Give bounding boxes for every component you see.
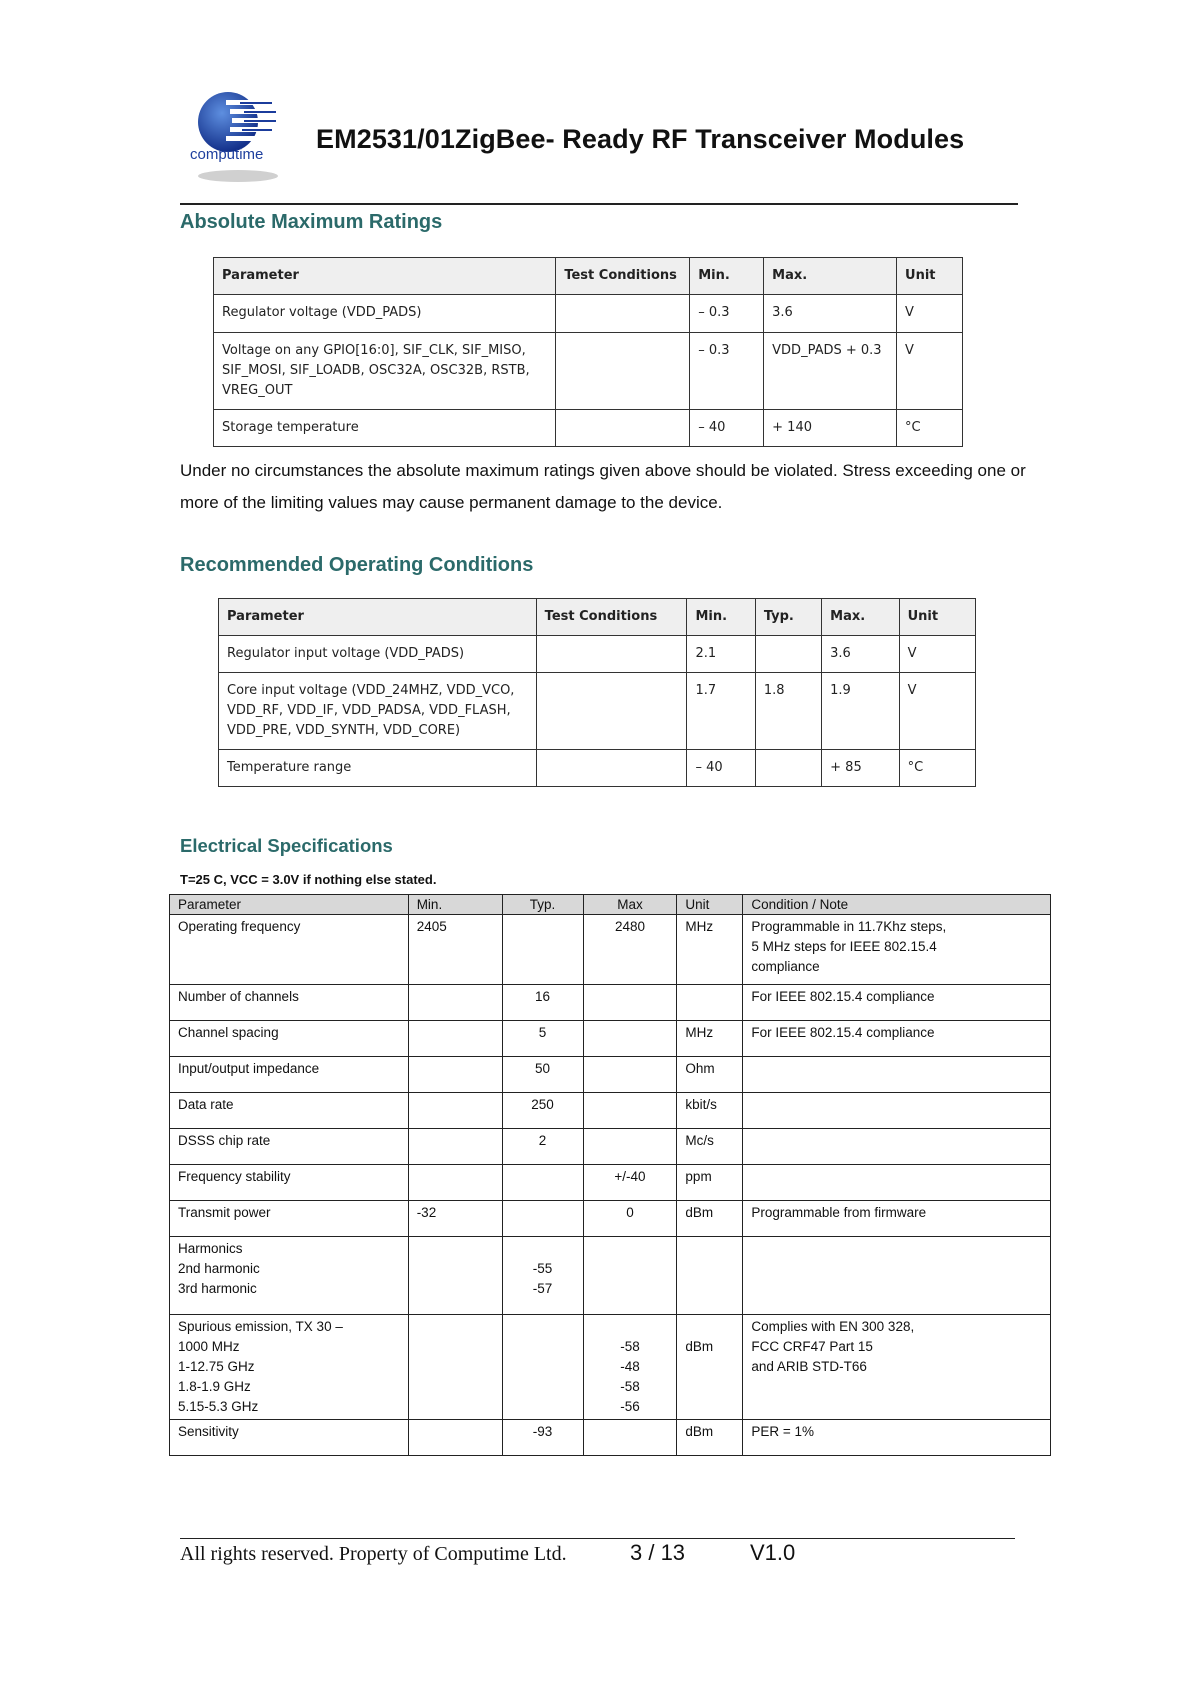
footer-rights: All rights reserved. Property of Computime Ltd. — [180, 1543, 567, 1565]
table-cell: For IEEE 802.15.4 compliance — [743, 985, 1051, 1021]
table-row — [170, 1315, 1051, 1420]
column-header: Parameter — [219, 599, 537, 636]
table-cell: Number of channels — [170, 985, 409, 1021]
table-row — [219, 750, 976, 787]
table-cell: 2 — [502, 1129, 583, 1165]
column-header: Min. — [408, 895, 502, 915]
table-cell: – 40 — [687, 750, 755, 787]
section-heading-absolute-max: Absolute Maximum Ratings — [180, 211, 443, 233]
table-cell: dBm — [677, 1315, 743, 1420]
document-title: EM2531/01ZigBee- Ready RF Transceiver Modules — [316, 124, 965, 154]
table-cell: Operating frequency — [170, 915, 409, 985]
table-cell: 1.7 — [687, 673, 755, 750]
table-cell: Regulator voltage (VDD_PADS) — [214, 295, 556, 333]
table-cell: 2405 — [408, 915, 502, 985]
recommended-conditions-table — [218, 598, 976, 787]
table-cell: V — [897, 333, 963, 410]
table-cell: 250 — [502, 1093, 583, 1129]
column-header: Test Conditions — [536, 599, 687, 636]
table-cell: + 140 — [764, 410, 897, 447]
table-row — [170, 1129, 1051, 1165]
table-cell: -55 -57 — [502, 1237, 583, 1315]
document-version: V1.0 — [750, 1540, 796, 1565]
table-cell: MHz — [677, 915, 743, 985]
table-cell — [408, 1237, 502, 1315]
table-cell: – 0.3 — [690, 295, 764, 333]
table-cell: Complies with EN 300 328, FCC CRF47 Part 15 and ARIB STD-T66 — [743, 1315, 1051, 1420]
table-cell: DSSS chip rate — [170, 1129, 409, 1165]
table-cell — [502, 1201, 583, 1237]
table-cell: Core input voltage (VDD_24MHZ, VDD_VCO, VDD_RF, VDD_IF, VDD_PADSA, VDD_FLASH, VDD_PRE, VDD_SYNTH, VDD_CORE) — [219, 673, 537, 750]
table-cell — [743, 1237, 1051, 1315]
table-cell — [502, 1165, 583, 1201]
table-cell: – 0.3 — [690, 333, 764, 410]
table-row — [214, 295, 963, 333]
section-heading-recommended: Recommended Operating Conditions — [180, 554, 534, 576]
table-cell: kbit/s — [677, 1093, 743, 1129]
logo-text: computime — [190, 146, 264, 163]
table-cell: Sensitivity — [170, 1420, 409, 1456]
table-cell — [583, 1237, 677, 1315]
column-header: Unit — [677, 895, 743, 915]
column-header: Typ. — [755, 599, 821, 636]
table-cell — [583, 1021, 677, 1057]
table-row — [170, 1057, 1051, 1093]
table-cell — [408, 1420, 502, 1456]
electrical-spec-table — [169, 894, 1051, 1456]
table-cell: 2.1 — [687, 636, 755, 673]
table-cell: V — [899, 636, 975, 673]
table-cell: – 40 — [690, 410, 764, 447]
table-cell — [536, 750, 687, 787]
table-cell — [556, 295, 690, 333]
table-cell — [583, 1420, 677, 1456]
table-cell — [743, 1129, 1051, 1165]
table-cell: Spurious emission, TX 30 – 1000 MHz 1-12.75 GHz 1.8-1.9 GHz 5.15-5.3 GHz — [170, 1315, 409, 1420]
table-cell — [408, 1129, 502, 1165]
table-cell — [408, 1315, 502, 1420]
table-cell — [583, 1129, 677, 1165]
table-cell — [583, 985, 677, 1021]
table-row — [170, 1093, 1051, 1129]
table-header-row — [170, 895, 1051, 915]
table-cell — [743, 1093, 1051, 1129]
table-cell — [502, 1315, 583, 1420]
table-row — [219, 673, 976, 750]
table-cell — [583, 1057, 677, 1093]
table-cell: MHz — [677, 1021, 743, 1057]
table-cell: Voltage on any GPIO[16:0], SIF_CLK, SIF_MISO, SIF_MOSI, SIF_LOADB, OSC32A, OSC32B, RSTB, VREG_OUT — [214, 333, 556, 410]
table-cell: Ohm — [677, 1057, 743, 1093]
table-cell: °C — [899, 750, 975, 787]
table-cell: 50 — [502, 1057, 583, 1093]
table-cell: 2480 — [583, 915, 677, 985]
table-cell: Frequency stability — [170, 1165, 409, 1201]
table-row — [214, 333, 963, 410]
table-cell: -58 -48 -58 -56 — [583, 1315, 677, 1420]
column-header: Parameter — [170, 895, 409, 915]
table-cell: Input/output impedance — [170, 1057, 409, 1093]
table-cell: Harmonics 2nd harmonic 3rd harmonic — [170, 1237, 409, 1315]
column-header: Unit — [897, 258, 963, 295]
table-cell — [408, 1021, 502, 1057]
table-cell: Channel spacing — [170, 1021, 409, 1057]
table-cell — [408, 985, 502, 1021]
table-cell: Temperature range — [219, 750, 537, 787]
table-cell — [677, 985, 743, 1021]
table-cell — [408, 1093, 502, 1129]
table-cell — [536, 636, 687, 673]
table-cell: 3.6 — [822, 636, 899, 673]
table-cell: °C — [897, 410, 963, 447]
table-cell — [583, 1093, 677, 1129]
table-cell — [556, 333, 690, 410]
table-cell: +/-40 — [583, 1165, 677, 1201]
section-heading-electrical: Electrical Specifications — [180, 835, 393, 856]
column-header: Min. — [687, 599, 755, 636]
column-header: Unit — [899, 599, 975, 636]
globe-logo-icon — [180, 88, 292, 184]
table-cell: 5 — [502, 1021, 583, 1057]
table-row — [170, 915, 1051, 985]
table-cell: 3.6 — [764, 295, 897, 333]
table-row — [219, 636, 976, 673]
table-row — [170, 1237, 1051, 1315]
table-cell — [755, 636, 821, 673]
table-cell: + 85 — [822, 750, 899, 787]
table-cell: Storage temperature — [214, 410, 556, 447]
column-header: Parameter — [214, 258, 556, 295]
table-row — [170, 985, 1051, 1021]
table-cell: -32 — [408, 1201, 502, 1237]
column-header: Condition / Note — [743, 895, 1051, 915]
table-cell — [677, 1237, 743, 1315]
header-divider — [180, 203, 1018, 205]
table-cell: VDD_PADS + 0.3 — [764, 333, 897, 410]
table-cell: -93 — [502, 1420, 583, 1456]
table-row — [170, 1420, 1051, 1456]
table-cell: For IEEE 802.15.4 compliance — [743, 1021, 1051, 1057]
table-cell: Programmable from firmware — [743, 1201, 1051, 1237]
table-cell — [502, 915, 583, 985]
table-cell: 1.8 — [755, 673, 821, 750]
company-logo — [180, 88, 292, 184]
column-header: Min. — [690, 258, 764, 295]
table-cell — [536, 673, 687, 750]
test-condition-note: T=25 C, VCC = 3.0V if nothing else stated. — [180, 872, 437, 887]
table-cell: ppm — [677, 1165, 743, 1201]
page-number: 3 / 13 — [630, 1540, 686, 1565]
column-header: Typ. — [502, 895, 583, 915]
table-cell — [556, 410, 690, 447]
table-cell: Regulator input voltage (VDD_PADS) — [219, 636, 537, 673]
table-cell: 16 — [502, 985, 583, 1021]
absolute-max-note: Under no circumstances the absolute maximum ratings given above should be violated. Stress exceeding one or more of the limiting values may cause permanent damage to the device. — [180, 461, 1026, 512]
table-row — [214, 410, 963, 447]
table-header-row — [219, 599, 976, 636]
table-cell: PER = 1% — [743, 1420, 1051, 1456]
table-cell — [743, 1165, 1051, 1201]
footer-divider — [180, 1538, 1015, 1539]
table-cell: 1.9 — [822, 673, 899, 750]
column-header: Max — [583, 895, 677, 915]
table-cell: dBm — [677, 1420, 743, 1456]
table-cell: Transmit power — [170, 1201, 409, 1237]
absolute-max-table — [213, 257, 963, 447]
column-header: Test Conditions — [556, 258, 690, 295]
table-cell — [408, 1057, 502, 1093]
table-cell — [755, 750, 821, 787]
table-cell — [408, 1165, 502, 1201]
column-header: Max. — [822, 599, 899, 636]
table-row — [170, 1021, 1051, 1057]
table-cell: V — [899, 673, 975, 750]
column-header: Max. — [764, 258, 897, 295]
table-header-row — [214, 258, 963, 295]
table-cell: Data rate — [170, 1093, 409, 1129]
table-cell: V — [897, 295, 963, 333]
table-cell: 0 — [583, 1201, 677, 1237]
table-row — [170, 1165, 1051, 1201]
table-cell: Programmable in 11.7Khz steps, 5 MHz steps for IEEE 802.15.4 compliance — [743, 915, 1051, 985]
table-row — [170, 1201, 1051, 1237]
table-cell — [743, 1057, 1051, 1093]
table-cell: dBm — [677, 1201, 743, 1237]
table-cell: Mc/s — [677, 1129, 743, 1165]
